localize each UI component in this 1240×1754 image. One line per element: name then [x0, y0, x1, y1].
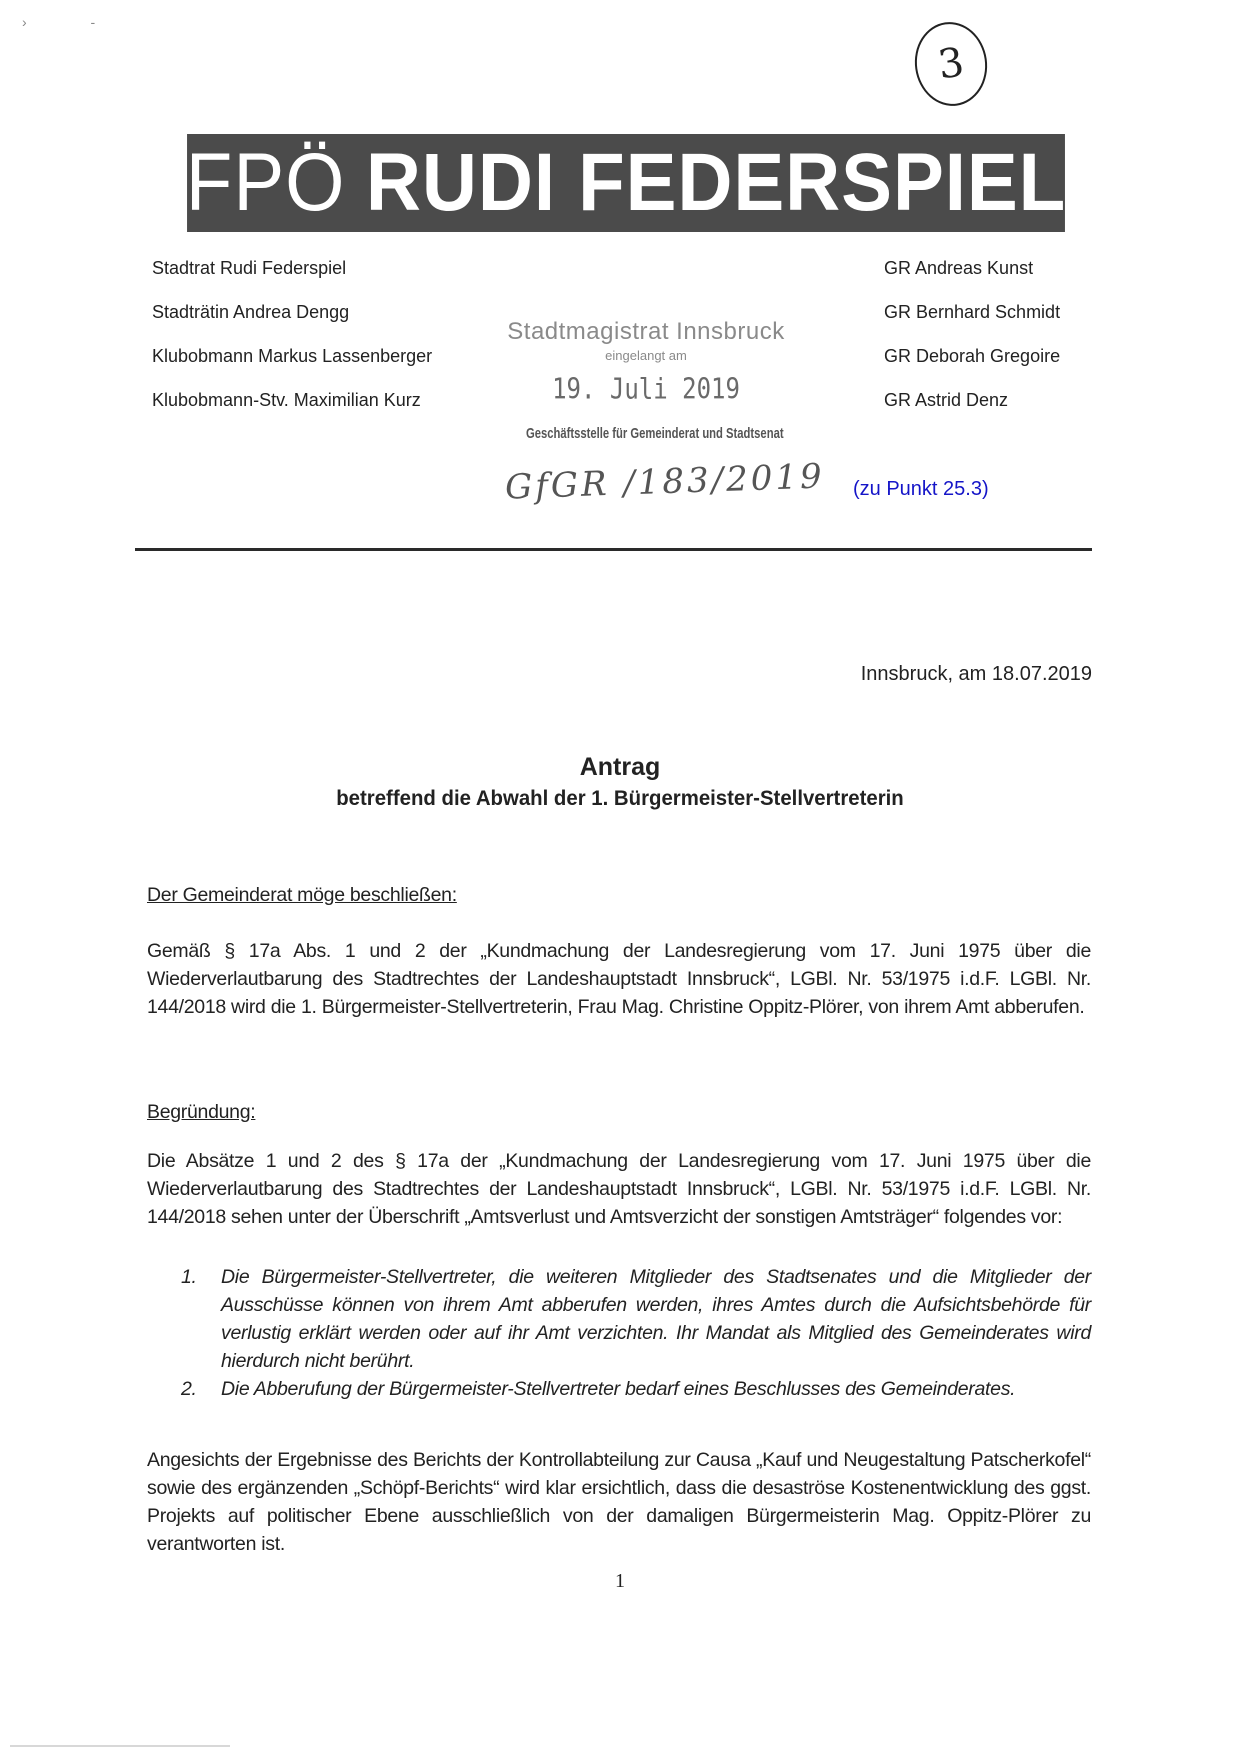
provision-text: Die Bürgermeister-Stellvertreter, die weiteren Mitglieder des Stadtsenates und die Mitglieder der Ausschüsse können von ihrem Amt abberufen werden, ihres Amtes durch die Aufsichtsbehörde für verlustig erklärt werden oder auf ihr Amt verzichten. Ihr Mandat als Mitglied des Gemeinderates wird hierdurch nicht berührt.: [221, 1266, 1091, 1372]
provision-number: 2.: [181, 1378, 197, 1400]
circled-number-text: 3: [935, 39, 967, 89]
circled-page-annotation: [910, 17, 993, 110]
header-divider: [135, 548, 1092, 551]
page-number: 1: [615, 1570, 625, 1592]
provision-number: 1.: [181, 1266, 197, 1288]
member-entry: GR Andreas Kunst: [884, 258, 1034, 278]
scan-edge-artifact: [10, 1745, 230, 1747]
place-date: Innsbruck, am 18.07.2019: [860, 663, 1092, 685]
received-stamp: [486, 318, 806, 442]
member-entry: Klubobmann-Stv. Maximilian Kurz: [152, 390, 421, 410]
stamp-received-date: 19. Juli 2019: [552, 372, 740, 406]
document-title: Antrag: [579, 753, 661, 781]
stamp-received-label: eingelangt am: [605, 348, 687, 363]
members-list-left: [152, 246, 432, 422]
member-entry: GR Bernhard Schmidt: [884, 302, 1061, 322]
legal-provision-item: [147, 1263, 1091, 1375]
party-name: FPÖ: [185, 137, 346, 228]
members-list-right: [884, 246, 1060, 422]
member-entry: GR Deborah Gregoire: [884, 346, 1061, 366]
provision-text: Die Abberufung der Bürgermeister-Stellvertreter bedarf eines Beschlusses des Gemeinderates.: [221, 1378, 1016, 1400]
member-entry: Klubobmann Markus Lassenberger: [152, 346, 433, 366]
handwritten-reference: GfGR /183/2019: [504, 456, 826, 508]
document-subtitle: betreffend die Abwahl der 1. Bürgermeister-Stellvertreterin: [336, 787, 904, 810]
reasoning-conclusion: Angesichts der Ergebnisse des Berichts der Kontrollabteilung zur Causa „Kauf und Neugestaltung Patscherkofel“ sowie des ergänzenden „Schöpf-Berichts“ wird klar ersichtlich, dass die desaströse Kostenentwicklung des ggst. Projekts auf politischer Ebene ausschließlich von der damaligen Bürgermeisterin Mag. Oppitz-Plörer zu verantworten ist.: [147, 1449, 1091, 1555]
reasoning-intro: Die Absätze 1 und 2 des § 17a der „Kundmachung der Landesregierung vom 17. Juni 1975 über die Wiederverlautbarung des Stadtrechtes der Landeshauptstadt Innsbruck“, LGBl. Nr. 53/1975 i.d.F. LGBl. Nr. 144/2018 sehen unter der Überschrift „Amtsverlust und Amtsverzicht der sonstigen Amtsträger“ folgendes vor:: [147, 1150, 1091, 1228]
letterhead-name: RUDI FEDERSPIEL: [365, 137, 1067, 228]
agenda-reference: (zu Punkt 25.3): [853, 478, 989, 500]
legal-provisions-list: [147, 1263, 1091, 1403]
stamp-office: Geschäftsstelle für Gemeinderat und Stadtsenat: [526, 425, 784, 442]
scan-artifact: › ‑: [22, 14, 126, 30]
document-title-block: [0, 750, 1240, 814]
member-entry: GR Astrid Denz: [884, 390, 1009, 410]
reasoning-heading: Begründung:: [147, 1101, 256, 1123]
member-entry: Stadtrat Rudi Federspiel: [152, 258, 347, 278]
resolution-heading: Der Gemeinderat möge beschließen:: [147, 884, 457, 906]
letterhead-banner: [187, 134, 1065, 232]
resolution-text: Gemäß § 17a Abs. 1 und 2 der „Kundmachung der Landesregierung vom 17. Juni 1975 über die Wiederverlautbarung des Stadtrechtes der Landeshauptstadt Innsbruck“, LGBl. Nr. 53/1975 i.d.F. LGBl. Nr. 144/2018 wird die 1. Bürgermeister-Stellvertreterin, Frau Mag. Christine Oppitz-Plörer, von ihrem Amt abberufen.: [147, 940, 1091, 1018]
legal-provision-item: [147, 1375, 1091, 1403]
stamp-organization: Stadtmagistrat Innsbruck: [507, 318, 785, 345]
member-entry: Stadträtin Andrea Dengg: [152, 302, 350, 322]
